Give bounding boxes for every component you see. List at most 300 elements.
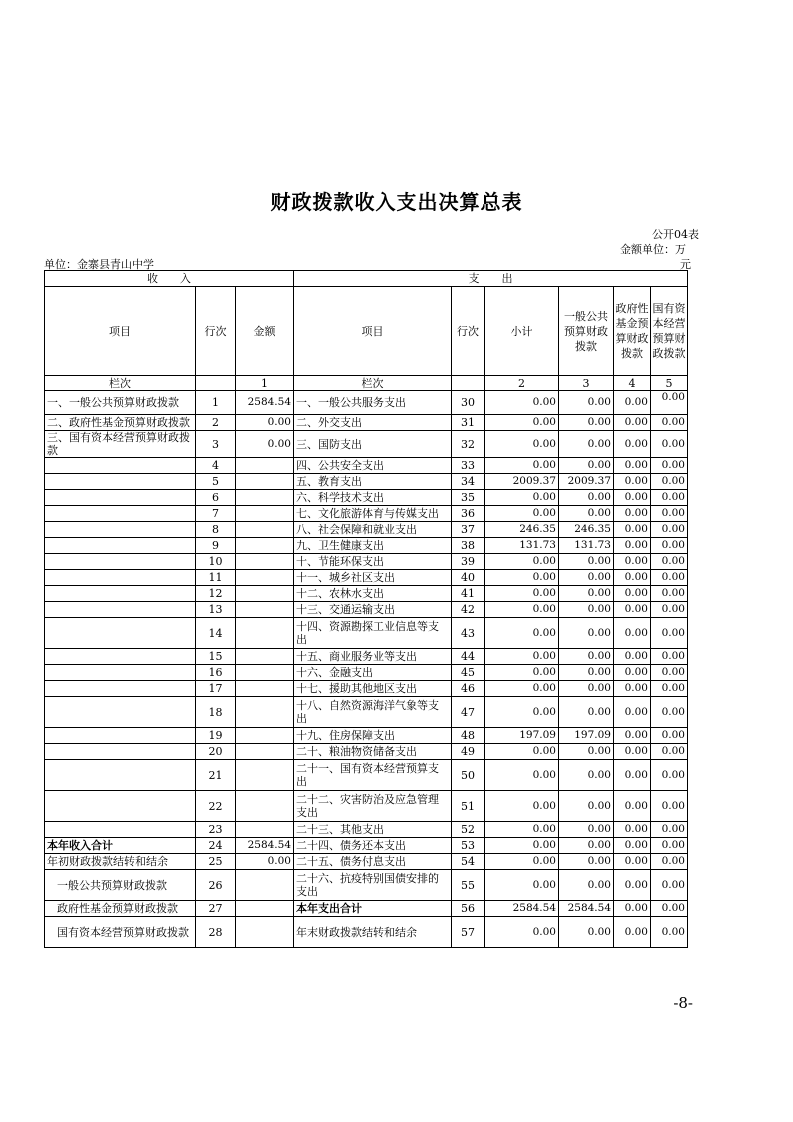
table-row	[45, 870, 688, 901]
expense-item-cell: 二十、粮油物资储备支出	[294, 744, 452, 760]
income-amount-cell	[236, 649, 294, 665]
section-header-row	[45, 271, 688, 287]
income-amount-cell	[236, 870, 294, 901]
expense-item-cell: 二、外交支出	[294, 415, 452, 431]
expense-row-no-cell: 37	[452, 522, 485, 538]
table-row	[45, 618, 688, 649]
income-item-cell	[45, 728, 196, 744]
income-item-cell	[45, 506, 196, 522]
table-row	[45, 697, 688, 728]
expense-item-cell: 二十三、其他支出	[294, 822, 452, 838]
table-row	[45, 570, 688, 586]
income-row-no-cell: 6	[196, 490, 236, 506]
income-row-no-cell: 23	[196, 822, 236, 838]
table-row	[45, 506, 688, 522]
income-item-header: 项目	[45, 287, 196, 376]
income-amount-cell	[236, 665, 294, 681]
income-row-no-cell: 25	[196, 854, 236, 870]
expense-item-cell: 四、公共安全支出	[294, 458, 452, 474]
income-row-no-cell: 1	[196, 391, 236, 415]
table-row	[45, 854, 688, 870]
income-row-no-cell: 15	[196, 649, 236, 665]
table-row	[45, 791, 688, 822]
general-budget-cell: 0.00	[559, 822, 614, 838]
general-budget-header: 一般公共预算财政拨款	[559, 287, 614, 376]
income-row-no-cell: 8	[196, 522, 236, 538]
expense-item-cell: 二十一、国有资本经营预算支出	[294, 760, 452, 791]
table-row	[45, 838, 688, 854]
income-item-cell	[45, 649, 196, 665]
state-capital-cell: 0.00	[651, 901, 688, 917]
income-item-cell	[45, 744, 196, 760]
income-item-cell	[45, 681, 196, 697]
income-row-no-cell: 9	[196, 538, 236, 554]
expense-item-cell: 二十五、债务付息支出	[294, 854, 452, 870]
income-row-no-cell: 10	[196, 554, 236, 570]
expense-row-no-cell: 48	[452, 728, 485, 744]
state-capital-cell: 0.00	[651, 522, 688, 538]
page-number: -8-	[673, 994, 693, 1012]
expense-item-cell: 本年支出合计	[294, 901, 452, 917]
table-row	[45, 458, 688, 474]
income-row-no-cell: 12	[196, 586, 236, 602]
income-item-cell: 三、国有资本经营预算财政拨款	[45, 431, 196, 458]
expense-row-no-cell: 42	[452, 602, 485, 618]
gov-fund-cell: 0.00	[614, 901, 651, 917]
subtotal-cell: 197.09	[485, 728, 559, 744]
gov-fund-cell: 0.00	[614, 728, 651, 744]
income-row-no-cell: 4	[196, 458, 236, 474]
general-budget-cell: 0.00	[559, 570, 614, 586]
expense-row-no-header: 行次	[452, 287, 485, 376]
expense-item-cell: 十五、商业服务业等支出	[294, 649, 452, 665]
column-index-row	[45, 376, 688, 391]
subtotal-cell: 0.00	[485, 586, 559, 602]
table-row	[45, 917, 688, 948]
income-item-cell	[45, 570, 196, 586]
general-budget-cell: 0.00	[559, 917, 614, 948]
state-capital-header: 国有资本经营预算财政拨款	[651, 287, 688, 376]
income-amount-cell	[236, 570, 294, 586]
table-row	[45, 415, 688, 431]
expense-row-no-cell: 38	[452, 538, 485, 554]
expense-item-cell: 八、社会保障和就业支出	[294, 522, 452, 538]
state-capital-cell: 0.00	[651, 681, 688, 697]
subtotal-cell: 0.00	[485, 391, 559, 415]
income-amount-cell	[236, 586, 294, 602]
expense-row-no-cell: 40	[452, 570, 485, 586]
income-amount-cell	[236, 490, 294, 506]
gov-fund-header: 政府性基金预算财政拨款	[614, 287, 651, 376]
state-capital-cell: 0.00	[651, 490, 688, 506]
income-item-cell	[45, 697, 196, 728]
income-amount-cell	[236, 602, 294, 618]
expense-item-cell: 三、国防支出	[294, 431, 452, 458]
subtotal-cell: 0.00	[485, 917, 559, 948]
general-budget-cell: 0.00	[559, 431, 614, 458]
table-row	[45, 538, 688, 554]
table-row	[45, 522, 688, 538]
gov-fund-cell: 0.00	[614, 586, 651, 602]
income-row-no-cell: 18	[196, 697, 236, 728]
general-budget-cell: 0.00	[559, 391, 614, 415]
state-capital-cell: 0.00	[651, 854, 688, 870]
subtotal-cell: 0.00	[485, 490, 559, 506]
expense-row-no-cell: 32	[452, 431, 485, 458]
subtotal-cell: 0.00	[485, 822, 559, 838]
empty-cell	[196, 376, 236, 391]
gov-fund-cell: 0.00	[614, 760, 651, 791]
expense-item-header: 项目	[294, 287, 452, 376]
subtotal-cell: 0.00	[485, 570, 559, 586]
general-budget-cell: 2584.54	[559, 901, 614, 917]
gov-fund-cell: 0.00	[614, 554, 651, 570]
expense-item-cell: 十一、城乡社区支出	[294, 570, 452, 586]
subtotal-cell: 0.00	[485, 649, 559, 665]
general-budget-cell: 0.00	[559, 490, 614, 506]
state-capital-cell: 0.00	[651, 870, 688, 901]
state-capital-cell: 0.00	[651, 602, 688, 618]
income-item-cell: 一、一般公共预算财政拨款	[45, 391, 196, 415]
income-row-no-cell: 16	[196, 665, 236, 681]
income-item-cell: 本年收入合计	[45, 838, 196, 854]
expense-row-no-cell: 45	[452, 665, 485, 681]
income-row-no-cell: 21	[196, 760, 236, 791]
table-row	[45, 822, 688, 838]
subtotal-cell: 0.00	[485, 602, 559, 618]
expense-row-no-cell: 53	[452, 838, 485, 854]
subtotal-cell: 131.73	[485, 538, 559, 554]
income-item-cell	[45, 554, 196, 570]
expense-item-cell: 五、教育支出	[294, 474, 452, 490]
general-budget-cell: 246.35	[559, 522, 614, 538]
income-amount-cell: 2584.54	[236, 838, 294, 854]
general-budget-cell: 0.00	[559, 870, 614, 901]
general-budget-cell: 131.73	[559, 538, 614, 554]
subtotal-cell: 0.00	[485, 854, 559, 870]
general-budget-cell: 0.00	[559, 760, 614, 791]
general-budget-cell: 0.00	[559, 665, 614, 681]
subtotal-cell: 0.00	[485, 506, 559, 522]
income-item-cell: 二、政府性基金预算财政拨款	[45, 415, 196, 431]
table-row	[45, 554, 688, 570]
col-index-3: 3	[559, 376, 614, 391]
gov-fund-cell: 0.00	[614, 522, 651, 538]
income-item-cell	[45, 474, 196, 490]
income-row-no-cell: 13	[196, 602, 236, 618]
expense-row-no-cell: 49	[452, 744, 485, 760]
table-row	[45, 431, 688, 458]
income-row-no-cell: 5	[196, 474, 236, 490]
expense-row-no-cell: 55	[452, 870, 485, 901]
expense-item-cell: 六、科学技术支出	[294, 490, 452, 506]
state-capital-cell: 0.00	[651, 822, 688, 838]
table-row	[45, 760, 688, 791]
income-item-cell: 年初财政拨款结转和结余	[45, 854, 196, 870]
subtotal-cell: 0.00	[485, 870, 559, 901]
expense-item-cell: 十四、资源勘探工业信息等支出	[294, 618, 452, 649]
income-amount-cell	[236, 474, 294, 490]
subtotal-cell: 2009.37	[485, 474, 559, 490]
expense-row-no-cell: 51	[452, 791, 485, 822]
table-row	[45, 586, 688, 602]
income-amount-cell	[236, 458, 294, 474]
empty-cell	[452, 376, 485, 391]
expense-row-no-cell: 34	[452, 474, 485, 490]
general-budget-cell: 0.00	[559, 618, 614, 649]
general-budget-cell: 0.00	[559, 649, 614, 665]
table-row	[45, 474, 688, 490]
state-capital-cell: 0.00	[651, 618, 688, 649]
general-budget-cell: 197.09	[559, 728, 614, 744]
state-capital-cell: 0.00	[651, 760, 688, 791]
table-row	[45, 744, 688, 760]
gov-fund-cell: 0.00	[614, 870, 651, 901]
state-capital-cell: 0.00	[651, 665, 688, 681]
income-amount-cell	[236, 618, 294, 649]
income-amount-cell	[236, 728, 294, 744]
income-amount-cell	[236, 506, 294, 522]
income-row-no-cell: 26	[196, 870, 236, 901]
income-item-cell	[45, 665, 196, 681]
income-item-cell	[45, 522, 196, 538]
expense-row-no-cell: 57	[452, 917, 485, 948]
state-capital-cell: 0.00	[651, 415, 688, 431]
expense-section-header: 支 出	[294, 271, 688, 287]
state-capital-cell: 0.00	[651, 838, 688, 854]
general-budget-cell: 0.00	[559, 554, 614, 570]
general-budget-cell: 0.00	[559, 697, 614, 728]
income-row-no-cell: 27	[196, 901, 236, 917]
general-budget-cell: 0.00	[559, 838, 614, 854]
state-capital-cell: 0.00	[651, 554, 688, 570]
general-budget-cell: 0.00	[559, 854, 614, 870]
gov-fund-cell: 0.00	[614, 538, 651, 554]
subtotal-cell: 0.00	[485, 697, 559, 728]
gov-fund-cell: 0.00	[614, 649, 651, 665]
income-item-cell	[45, 618, 196, 649]
subtotal-cell: 0.00	[485, 791, 559, 822]
gov-fund-cell: 0.00	[614, 822, 651, 838]
expense-item-cell: 年末财政拨款结转和结余	[294, 917, 452, 948]
income-amount-cell	[236, 744, 294, 760]
income-row-no-cell: 19	[196, 728, 236, 744]
col-label-income: 栏次	[45, 376, 196, 391]
income-amount-cell	[236, 917, 294, 948]
gov-fund-cell: 0.00	[614, 391, 651, 415]
gov-fund-cell: 0.00	[614, 854, 651, 870]
amount-unit-label: 金额单位：万	[620, 243, 686, 256]
expense-row-no-cell: 43	[452, 618, 485, 649]
gov-fund-cell: 0.00	[614, 474, 651, 490]
subtotal-header: 小计	[485, 287, 559, 376]
income-amount-cell	[236, 760, 294, 791]
income-amount-cell	[236, 822, 294, 838]
expense-item-cell: 二十二、灾害防治及应急管理支出	[294, 791, 452, 822]
income-amount-cell	[236, 681, 294, 697]
subtotal-cell: 0.00	[485, 618, 559, 649]
income-item-cell	[45, 602, 196, 618]
expense-row-no-cell: 50	[452, 760, 485, 791]
table-row	[45, 901, 688, 917]
income-row-no-cell: 22	[196, 791, 236, 822]
state-capital-cell: 0.00	[651, 391, 688, 415]
col-index-5: 5	[651, 376, 688, 391]
subtotal-cell: 2584.54	[485, 901, 559, 917]
subtotal-cell: 0.00	[485, 431, 559, 458]
income-row-no-cell: 11	[196, 570, 236, 586]
expense-item-cell: 十八、自然资源海洋气象等支出	[294, 697, 452, 728]
income-row-no-cell: 7	[196, 506, 236, 522]
income-item-cell	[45, 538, 196, 554]
table-row	[45, 665, 688, 681]
income-amount-cell	[236, 697, 294, 728]
income-item-cell	[45, 760, 196, 791]
income-section-header: 收 入	[45, 271, 294, 287]
gov-fund-cell: 0.00	[614, 415, 651, 431]
expense-item-cell: 二十四、债务还本支出	[294, 838, 452, 854]
expense-item-cell: 十六、金融支出	[294, 665, 452, 681]
expense-row-no-cell: 47	[452, 697, 485, 728]
expense-item-cell: 十二、农林水支出	[294, 586, 452, 602]
gov-fund-cell: 0.00	[614, 506, 651, 522]
col-index-4: 4	[614, 376, 651, 391]
state-capital-cell: 0.00	[651, 570, 688, 586]
expense-item-cell: 十九、住房保障支出	[294, 728, 452, 744]
expense-row-no-cell: 33	[452, 458, 485, 474]
gov-fund-cell: 0.00	[614, 665, 651, 681]
subtotal-cell: 0.00	[485, 744, 559, 760]
gov-fund-cell: 0.00	[614, 618, 651, 649]
expense-item-cell: 一、一般公共服务支出	[294, 391, 452, 415]
gov-fund-cell: 0.00	[614, 681, 651, 697]
general-budget-cell: 0.00	[559, 458, 614, 474]
income-row-no-cell: 14	[196, 618, 236, 649]
gov-fund-cell: 0.00	[614, 431, 651, 458]
income-amount-cell	[236, 554, 294, 570]
income-item-cell	[45, 458, 196, 474]
expense-row-no-cell: 41	[452, 586, 485, 602]
income-item-cell	[45, 586, 196, 602]
income-row-no-cell: 28	[196, 917, 236, 948]
general-budget-cell: 0.00	[559, 506, 614, 522]
expense-item-cell: 十三、交通运输支出	[294, 602, 452, 618]
subtotal-cell: 0.00	[485, 415, 559, 431]
gov-fund-cell: 0.00	[614, 570, 651, 586]
state-capital-cell: 0.00	[651, 538, 688, 554]
state-capital-cell: 0.00	[651, 917, 688, 948]
subtotal-cell: 0.00	[485, 838, 559, 854]
income-item-cell: 国有资本经营预算财政拨款	[45, 917, 196, 948]
gov-fund-cell: 0.00	[614, 791, 651, 822]
income-amount-cell: 0.00	[236, 431, 294, 458]
state-capital-cell: 0.00	[651, 649, 688, 665]
income-amount-header: 金额	[236, 287, 294, 376]
expense-row-no-cell: 35	[452, 490, 485, 506]
income-item-cell: 政府性基金预算财政拨款	[45, 901, 196, 917]
expense-item-cell: 七、文化旅游体育与传媒支出	[294, 506, 452, 522]
income-amount-cell	[236, 791, 294, 822]
col-label-expense: 栏次	[294, 376, 452, 391]
state-capital-cell: 0.00	[651, 474, 688, 490]
state-capital-cell: 0.00	[651, 697, 688, 728]
general-budget-cell: 0.00	[559, 681, 614, 697]
income-row-no-header: 行次	[196, 287, 236, 376]
state-capital-cell: 0.00	[651, 506, 688, 522]
table-row	[45, 391, 688, 415]
table-row	[45, 728, 688, 744]
unit-label: 单位：金寨县青山中学	[44, 258, 154, 271]
income-item-cell	[45, 822, 196, 838]
gov-fund-cell: 0.00	[614, 917, 651, 948]
gov-fund-cell: 0.00	[614, 838, 651, 854]
state-capital-cell: 0.00	[651, 586, 688, 602]
income-row-no-cell: 2	[196, 415, 236, 431]
state-capital-cell: 0.00	[651, 431, 688, 458]
subtotal-cell: 0.00	[485, 760, 559, 791]
gov-fund-cell: 0.00	[614, 602, 651, 618]
expense-row-no-cell: 36	[452, 506, 485, 522]
general-budget-cell: 0.00	[559, 744, 614, 760]
income-row-no-cell: 24	[196, 838, 236, 854]
state-capital-cell: 0.00	[651, 728, 688, 744]
gov-fund-cell: 0.00	[614, 458, 651, 474]
expense-row-no-cell: 54	[452, 854, 485, 870]
expense-row-no-cell: 52	[452, 822, 485, 838]
income-amount-cell: 0.00	[236, 854, 294, 870]
income-row-no-cell: 3	[196, 431, 236, 458]
expense-row-no-cell: 46	[452, 681, 485, 697]
subtotal-cell: 0.00	[485, 665, 559, 681]
state-capital-cell: 0.00	[651, 744, 688, 760]
expense-row-no-cell: 31	[452, 415, 485, 431]
income-row-no-cell: 17	[196, 681, 236, 697]
expense-item-cell: 九、卫生健康支出	[294, 538, 452, 554]
expense-row-no-cell: 30	[452, 391, 485, 415]
expense-item-cell: 十、节能环保支出	[294, 554, 452, 570]
amount-unit-suffix: 元	[680, 258, 691, 271]
expense-row-no-cell: 39	[452, 554, 485, 570]
state-capital-cell: 0.00	[651, 458, 688, 474]
report-title: 财政拨款收入支出决算总表	[270, 190, 523, 214]
col-index-1: 1	[236, 376, 294, 391]
expense-item-cell: 十七、援助其他地区支出	[294, 681, 452, 697]
form-code: 公开04表	[652, 228, 699, 241]
table-row	[45, 681, 688, 697]
general-budget-cell: 2009.37	[559, 474, 614, 490]
income-amount-cell: 2584.54	[236, 391, 294, 415]
income-row-no-cell: 20	[196, 744, 236, 760]
income-amount-cell: 0.00	[236, 415, 294, 431]
table-row	[45, 490, 688, 506]
appropriation-summary-table	[44, 270, 688, 948]
income-amount-cell	[236, 522, 294, 538]
general-budget-cell: 0.00	[559, 791, 614, 822]
subtotal-cell: 246.35	[485, 522, 559, 538]
expense-row-no-cell: 56	[452, 901, 485, 917]
gov-fund-cell: 0.00	[614, 490, 651, 506]
table-row	[45, 602, 688, 618]
general-budget-cell: 0.00	[559, 602, 614, 618]
gov-fund-cell: 0.00	[614, 744, 651, 760]
expense-row-no-cell: 44	[452, 649, 485, 665]
income-item-cell	[45, 791, 196, 822]
column-header-row	[45, 287, 688, 376]
table-row	[45, 649, 688, 665]
income-amount-cell	[236, 901, 294, 917]
subtotal-cell: 0.00	[485, 681, 559, 697]
general-budget-cell: 0.00	[559, 586, 614, 602]
